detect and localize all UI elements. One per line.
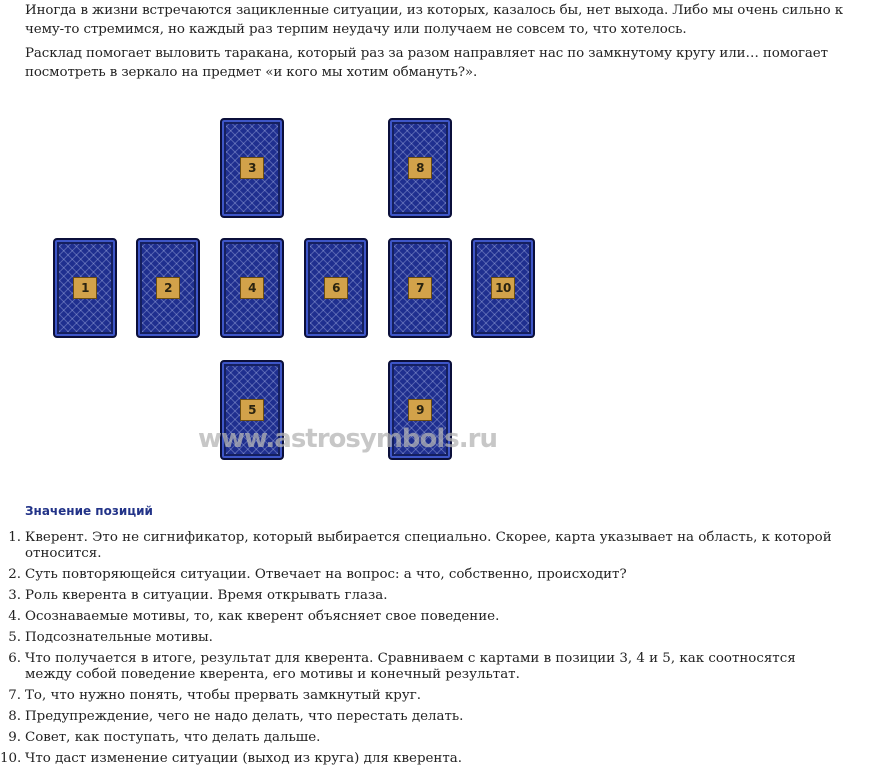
intro-paragraph-2: Расклад помогает выловить таракана, который раз за разом направляет нас по замкнутому кругу или… помогает посмотреть в зеркало на предмет «и кого мы хотим обмануть?». — [25, 46, 828, 80]
position-number: 7. — [8, 688, 21, 703]
card-number: 10 — [491, 277, 515, 299]
position-item — [0, 630, 877, 646]
tarot-card-8 — [388, 118, 452, 218]
position-item — [0, 730, 877, 746]
card-number: 2 — [156, 277, 180, 299]
card-number: 3 — [240, 157, 264, 179]
card-number: 6 — [324, 277, 348, 299]
tarot-card-2 — [136, 238, 200, 338]
watermark: www.astrosymbols.ru — [198, 424, 497, 454]
position-number: 2. — [8, 567, 21, 582]
tarot-card-3 — [220, 118, 284, 218]
position-item — [0, 609, 877, 625]
card-number: 1 — [73, 277, 97, 299]
position-item — [0, 651, 877, 683]
position-item — [0, 709, 877, 725]
position-text: Совет, как поступать, что делать дальше. — [25, 730, 321, 745]
position-text: Суть повторяющейся ситуации. Отвечает на вопрос: а что, собственно, происходит? — [25, 567, 627, 582]
position-number: 5. — [8, 630, 21, 645]
position-text: Что получается в итоге, результат для кверента. Сравниваем с картами в позиции 3, 4 и 5, как соотносятся между собой поведение кверента, его мотивы и конечный результат. — [25, 651, 796, 682]
position-text: Подсознательные мотивы. — [25, 630, 213, 645]
position-text: Предупреждение, чего не надо делать, что перестать делать. — [25, 709, 464, 724]
position-number: 6. — [8, 651, 21, 666]
position-number: 4. — [8, 609, 21, 624]
tarot-card-7 — [388, 238, 452, 338]
card-number: 4 — [240, 277, 264, 299]
position-text: То, что нужно понять, чтобы прервать замкнутый круг. — [25, 688, 422, 703]
position-number: 9. — [8, 730, 21, 745]
tarot-card-4 — [220, 238, 284, 338]
card-number: 9 — [408, 399, 432, 421]
position-number: 3. — [8, 588, 21, 603]
position-text: Кверент. Это не сигнификатор, который выбирается специально. Скорее, карта указывает на область, к которой относится. — [25, 530, 832, 561]
position-text: Роль кверента в ситуации. Время открывать глаза. — [25, 588, 388, 603]
position-item — [0, 751, 877, 767]
position-item — [0, 530, 877, 562]
card-number: 7 — [408, 277, 432, 299]
tarot-card-6 — [304, 238, 368, 338]
positions-list — [0, 530, 877, 772]
position-item — [0, 567, 877, 583]
section-heading: Значение позиций — [25, 504, 153, 518]
position-text: Что даст изменение ситуации (выход из круга) для кверента. — [25, 751, 463, 766]
position-item — [0, 588, 877, 604]
card-number: 8 — [408, 157, 432, 179]
position-text: Осознаваемые мотивы, то, как кверент объясняет свое поведение. — [25, 609, 500, 624]
position-number: 10. — [0, 751, 22, 766]
position-number: 1. — [8, 530, 21, 545]
intro-paragraph-1: Иногда в жизни встречаются зацикленные ситуации, из которых, казалось бы, нет выхода. Либо мы очень сильно к чему-то стремимся, но каждый раз терпим неудачу или получаем не совсем то, что хотелось. — [25, 3, 844, 37]
tarot-card-1 — [53, 238, 117, 338]
position-number: 8. — [8, 709, 21, 724]
card-number: 5 — [240, 399, 264, 421]
position-item — [0, 688, 877, 704]
tarot-card-10 — [471, 238, 535, 338]
